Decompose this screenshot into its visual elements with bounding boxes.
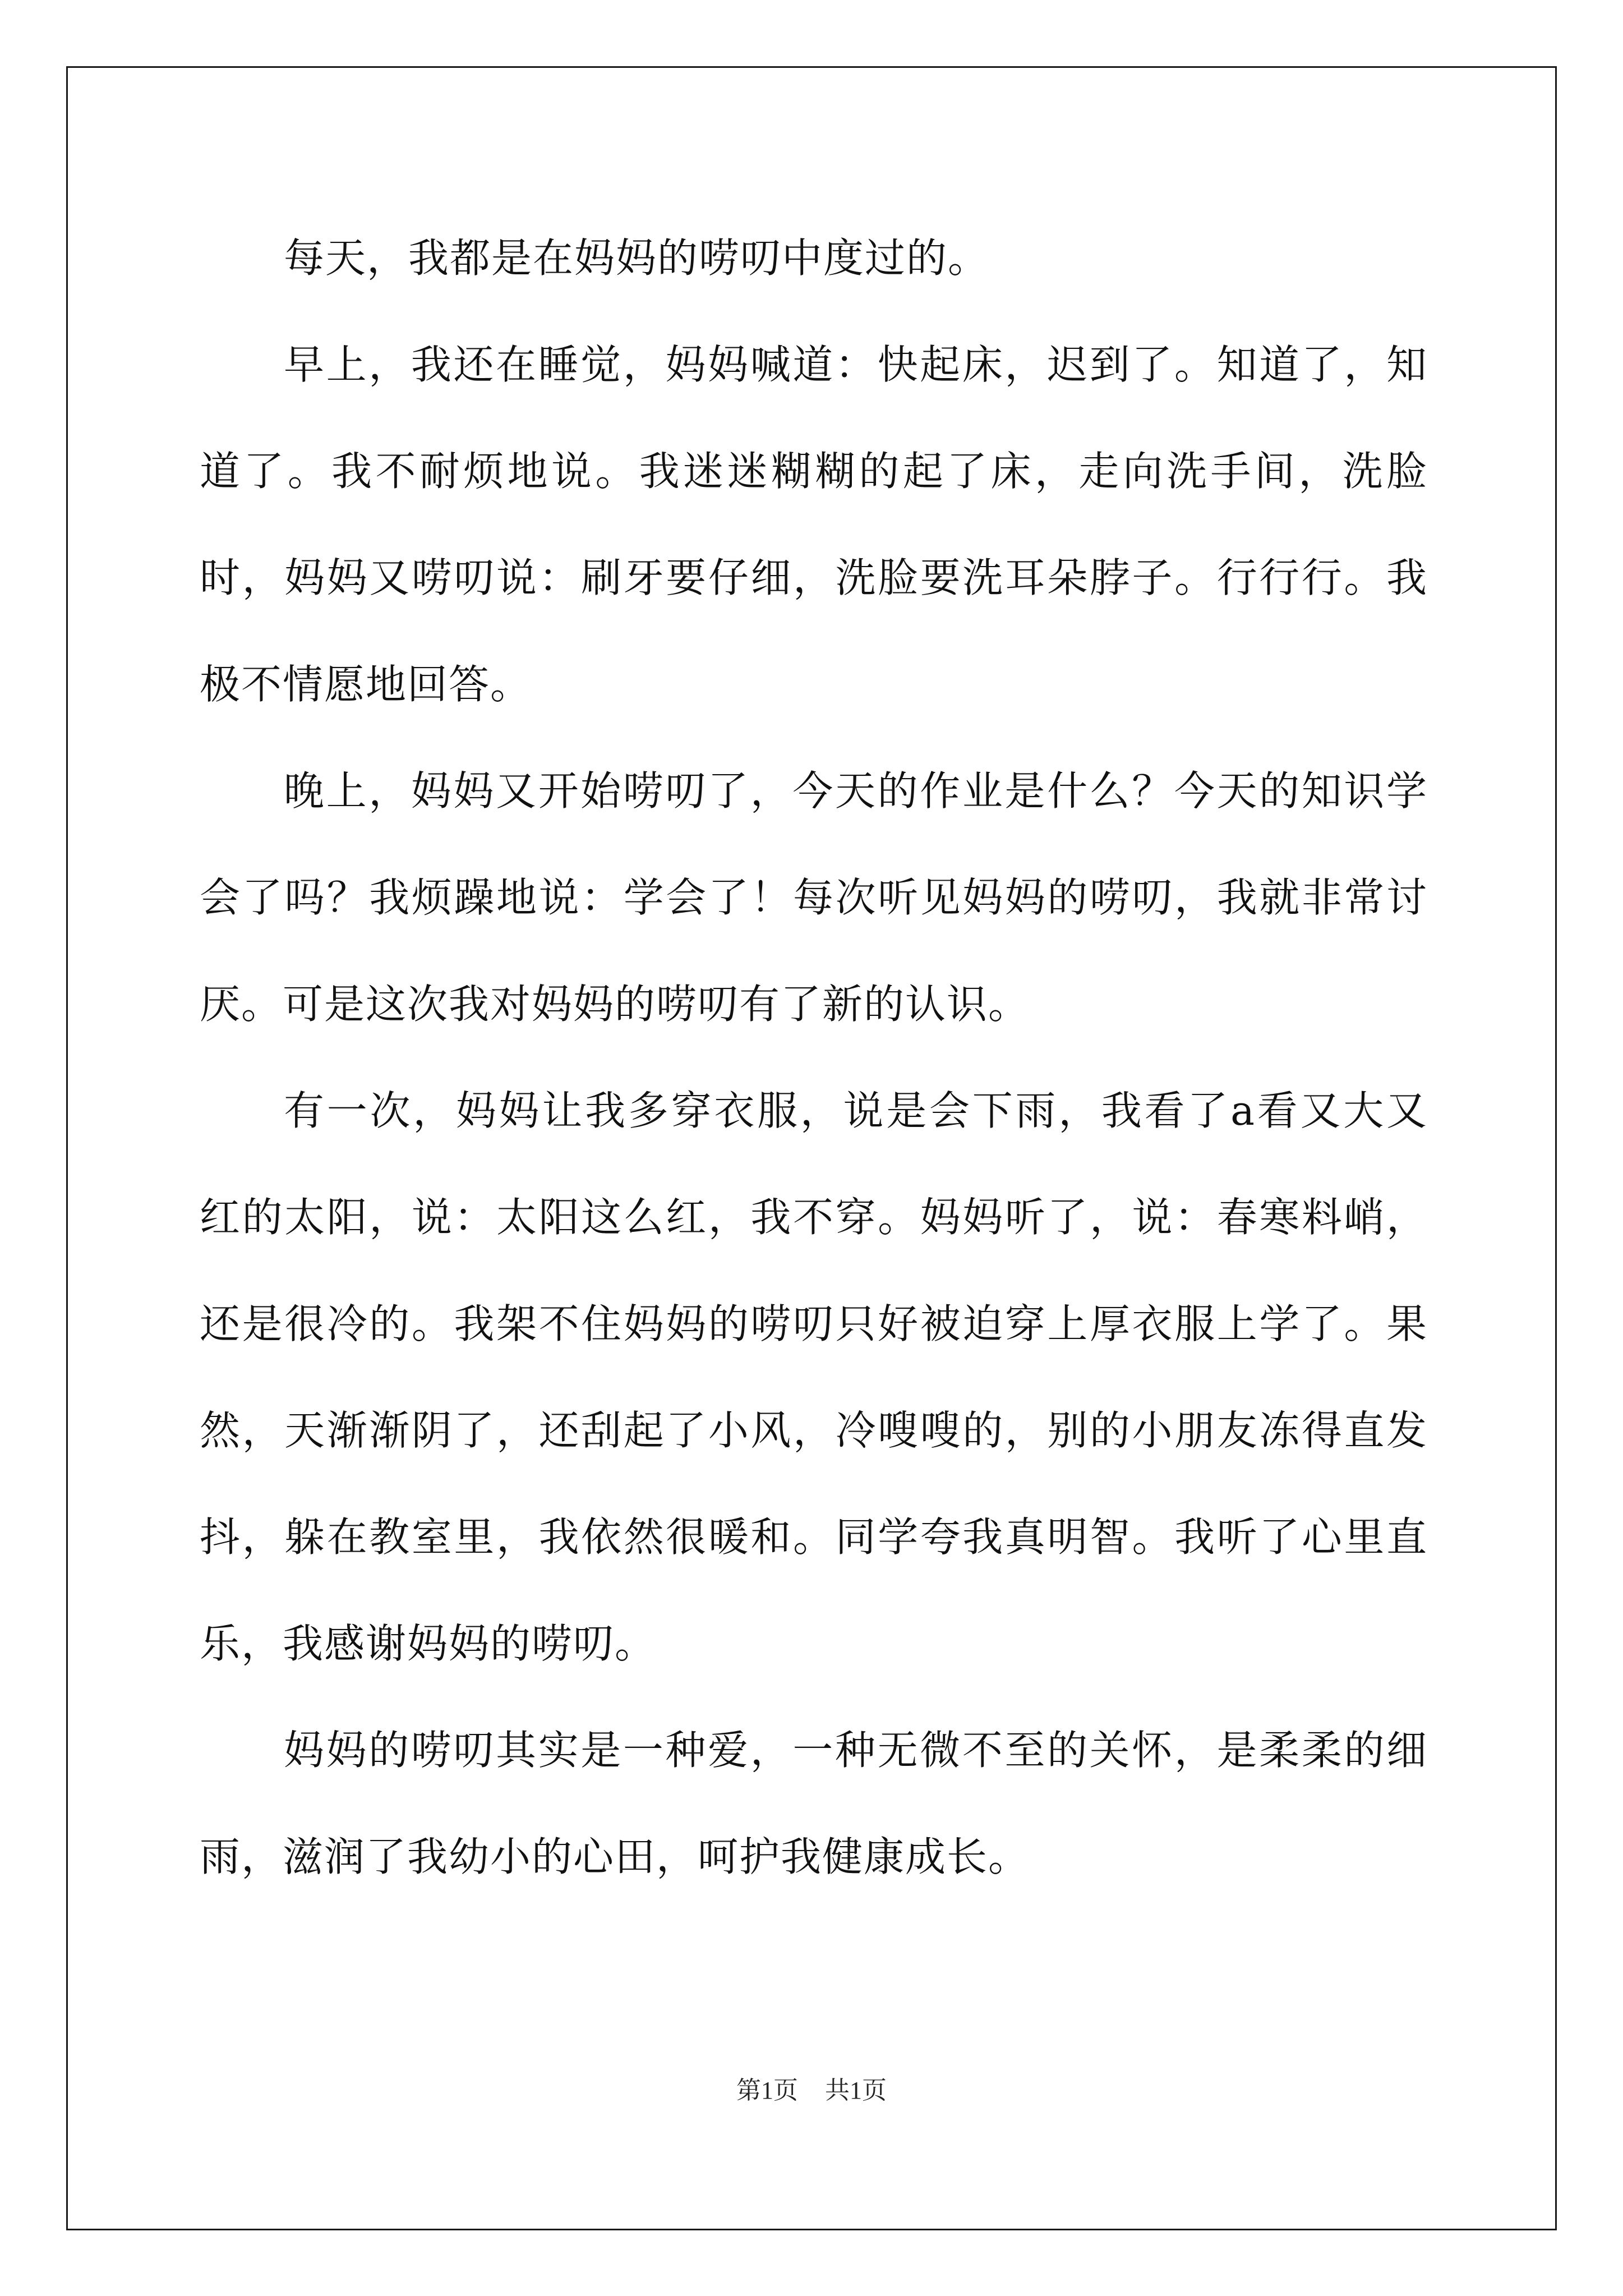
paragraph-2: 早上，我还在睡觉，妈妈喊道：快起床，迟到了。知道了，知道了。我不耐烦地说。我迷迷糊糊的起了床，走向洗手间，洗脸时，妈妈又唠叨说：刷牙要仔细，洗脸要洗耳朵脖子。行行行。我极不情愿地回答。: [200, 341, 1428, 708]
paragraph-3: 晚上，妈妈又开始唠叨了，今天的作业是什么？今天的知识学会了吗？我烦躁地说：学会了！每次听见妈妈的唠叨，我就非常讨厌。可是这次我对妈妈的唠叨有了新的认识。: [200, 767, 1428, 1028]
page-number-current: 第1页: [736, 2077, 798, 2104]
page-number-total: 共1页: [825, 2077, 887, 2104]
document-body: [200, 205, 1428, 1910]
paragraph-1: 每天，我都是在妈妈的唠叨中度过的。: [284, 234, 990, 282]
paragraph-5: 妈妈的唠叨其实是一种爱，一种无微不至的关怀，是柔柔的细雨，滋润了我幼小的心田，呵护我健康成长。: [200, 1727, 1428, 1880]
paragraph-4: 有一次，妈妈让我多穿衣服，说是会下雨，我看了a看又大又红的太阳，说：太阳这么红，我不穿。妈妈听了，说：春寒料峭，还是很冷的。我架不住妈妈的唠叨只好被迫穿上厚衣服上学了。果然，天渐渐阴了，还刮起了小风，冷嗖嗖的，别的小朋友冻得直发抖，躲在教室里，我依然很暖和。同学夸我真明智。我听了心里直乐，我感谢妈妈的唠叨。: [200, 1087, 1428, 1667]
page-footer: [0, 2070, 1623, 2106]
